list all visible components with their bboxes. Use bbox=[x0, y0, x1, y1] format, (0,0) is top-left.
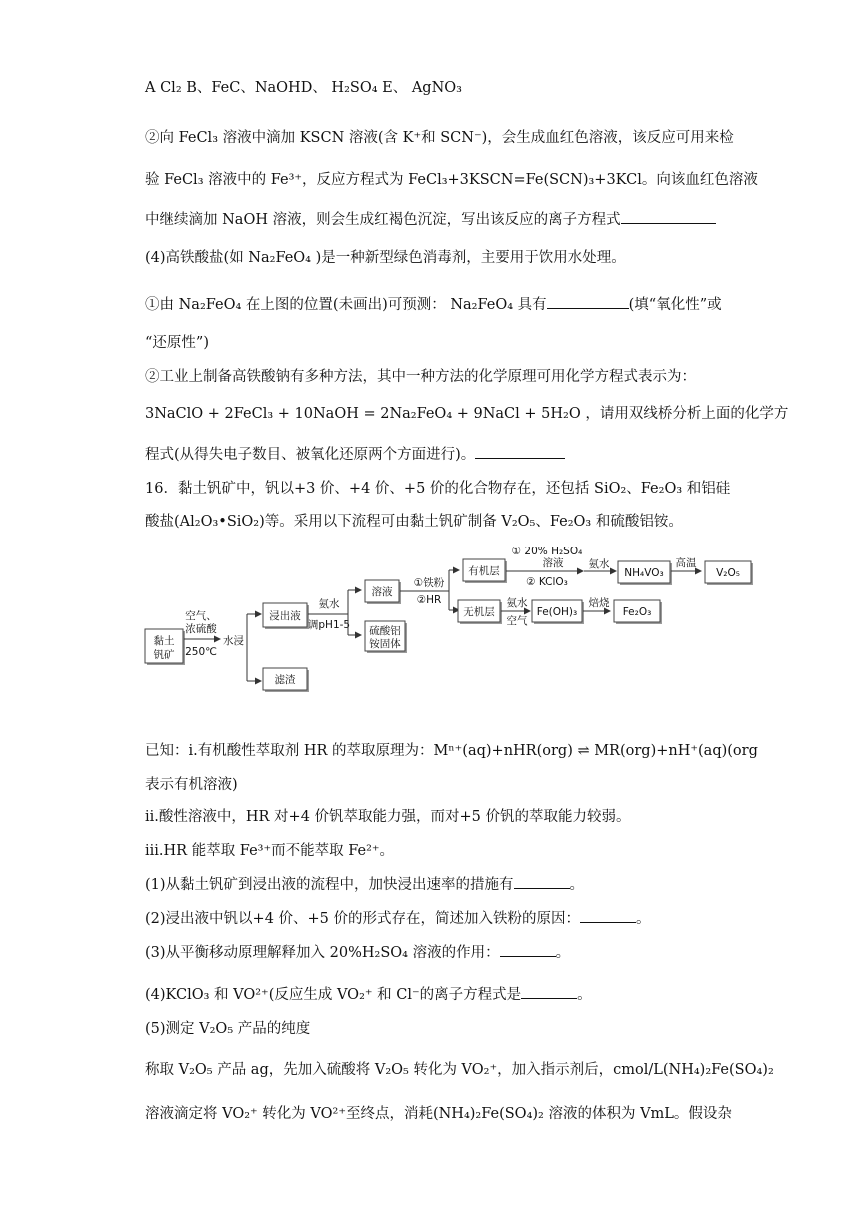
condition-label: 氨水 bbox=[588, 558, 610, 570]
condition-label: 调pH1-5 bbox=[307, 619, 351, 631]
known-line: 表示有机溶液) bbox=[145, 777, 238, 793]
condition-label: 溶液 bbox=[542, 557, 564, 569]
box-label: 滤渣 bbox=[274, 674, 296, 686]
box-label: 无机层 bbox=[463, 606, 495, 618]
condition-label: 氨水 bbox=[506, 597, 528, 609]
condition-label: 高温 bbox=[675, 557, 697, 569]
text-line bbox=[145, 209, 716, 230]
question-heading: 16．黏土钒矿中，钒以+3 价、+4 价、+5 价的化合物存在，还包括 SiO₂、Fe₂O₃ 和铝硅 bbox=[145, 481, 731, 497]
condition-label: ②HR bbox=[416, 594, 442, 606]
box-label: V₂O₅ bbox=[716, 567, 740, 579]
box-label: 硫酸铝 bbox=[369, 625, 401, 637]
text-line: ②向 FeCl₃ 溶液中滴加 KSCN 溶液(含 K⁺和 SCN⁻)，会生成血红色溶液，该反应可用来检 bbox=[145, 130, 734, 146]
question-text: 中继续滴加 NaOH 溶液，则会生成红褐色沉淀，写出该反应的离子方程式 bbox=[145, 212, 621, 228]
step-label: 水浸 bbox=[223, 635, 244, 647]
condition-label: 空气、 bbox=[185, 610, 217, 622]
question-text: ①由 Na₂FeO₄ 在上图的位置(未画出)可预测： Na₂FeO₄ 具有 bbox=[145, 297, 547, 313]
equation-line: 3NaClO + 2FeCl₃ + 10NaOH = 2Na₂FeO₄ + 9NaCl + 5H₂O ，请用双线桥分析上面的化学方 bbox=[145, 406, 789, 422]
period: 。 bbox=[555, 945, 571, 961]
text-line: “还原性”) bbox=[145, 335, 209, 351]
known-line: ii.酸性溶液中，HR 对+4 价钒萃取能力强，而对+5 价钒的萃取能力较弱。 bbox=[145, 809, 631, 825]
condition-label: ①铁粉 bbox=[413, 577, 445, 589]
answer-blank[interactable] bbox=[621, 209, 716, 224]
condition-label: ② KClO₃ bbox=[526, 576, 568, 588]
box-label: 浸出液 bbox=[269, 610, 301, 622]
box-label: Fe(OH)₃ bbox=[536, 606, 578, 618]
answer-blank[interactable] bbox=[475, 444, 565, 459]
answer-blank[interactable] bbox=[547, 294, 629, 309]
period: 。 bbox=[577, 987, 592, 1003]
question-text: (填“氧化性”或 bbox=[628, 297, 722, 313]
box-label: 溶液 bbox=[371, 586, 393, 598]
question-text: (3)从平衡移动原理解释加入 20%H₂SO₄ 溶液的作用： bbox=[145, 945, 500, 961]
box-label: Fe₂O₃ bbox=[622, 606, 652, 618]
answer-blank[interactable] bbox=[521, 984, 577, 999]
box-label: NH₄VO₃ bbox=[624, 567, 664, 579]
text-line: ②工业上制备高铁酸钠有多种方法，其中一种方法的化学原理可用化学方程式表示为： bbox=[145, 369, 696, 385]
question-line: (5)测定 V₂O₅ 产品的纯度 bbox=[145, 1021, 311, 1037]
answer-blank[interactable] bbox=[580, 908, 636, 923]
known-line: iii.HR 能萃取 Fe³⁺而不能萃取 Fe²⁺。 bbox=[145, 843, 395, 859]
text-line bbox=[145, 294, 722, 315]
question-line bbox=[145, 942, 570, 963]
box-label: 铵固体 bbox=[369, 638, 401, 650]
question-text: (2)浸出液中钒以+4 价、+5 价的形式存在，简述加入铁粉的原因： bbox=[145, 911, 581, 927]
answer-blank[interactable] bbox=[500, 942, 556, 957]
period: 。 bbox=[569, 877, 585, 893]
box-label: 有机层 bbox=[468, 565, 500, 577]
period: 。 bbox=[636, 911, 651, 927]
text-line bbox=[145, 444, 565, 465]
question-line bbox=[145, 874, 584, 895]
question-text: (4)KClO₃ 和 VO²⁺(反应生成 VO₂⁺ 和 Cl⁻的离子方程式是 bbox=[145, 987, 522, 1003]
question-text: (1)从黏土钒矿到浸出液的流程中，加快浸出速率的措施有 bbox=[145, 877, 514, 893]
ore-label: 钒矿 bbox=[153, 649, 175, 661]
condition-label: 空气 bbox=[506, 615, 528, 627]
text-line: 验 FeCl₃ 溶液中的 Fe³⁺，反应方程式为 FeCl₃+3KSCN=Fe(SCN)₃+3KCl。向该血红色溶液 bbox=[145, 172, 758, 188]
question-heading: (4)高铁酸盐(如 Na₂FeO₄ )是一种新型绿色消毒剂，主要用于饮用水处理。 bbox=[145, 250, 626, 266]
question-line bbox=[145, 984, 592, 1005]
option-line: A Cl₂ B、FeC、NaOHD、 H₂SO₄ E、 AgNO₃ bbox=[145, 80, 462, 96]
known-line: 已知：i.有机酸性萃取剂 HR 的萃取原理为：Mⁿ⁺(aq)+nHR(org) ⇌ MR(org)+nH⁺(aq)(org bbox=[145, 743, 758, 759]
question-line bbox=[145, 908, 651, 929]
condition-label: 氨水 bbox=[318, 598, 340, 610]
condition-label: 250℃ bbox=[185, 646, 217, 658]
question-line: 溶液滴定将 VO₂⁺ 转化为 VO²⁺至终点，消耗(NH₄)₂Fe(SO₄)₂ 溶液的体积为 VmL。假设杂 bbox=[145, 1106, 732, 1122]
condition-label: ① 20% H₂SO₄ bbox=[511, 547, 583, 557]
text-line: 酸盐(Al₂O₃•SiO₂)等。采用以下流程可由黏土钒矿制备 V₂O₅、Fe₂O₃ 和硫酸铝铵。 bbox=[145, 514, 683, 530]
condition-label: 浓硫酸 bbox=[185, 623, 217, 635]
ore-label: 黏土 bbox=[153, 635, 175, 647]
condition-label: 焙烧 bbox=[588, 597, 610, 609]
process-flowchart bbox=[143, 547, 763, 692]
answer-blank[interactable] bbox=[514, 874, 570, 889]
question-line: 称取 V₂O₅ 产品 ag，先加入硫酸将 V₂O₅ 转化为 VO₂⁺，加入指示剂后，cmol/L(NH₄)₂Fe(SO₄)₂ bbox=[145, 1062, 774, 1078]
question-text: 程式(从得失电子数目、被氧化还原两个方面进行)。 bbox=[145, 447, 476, 463]
